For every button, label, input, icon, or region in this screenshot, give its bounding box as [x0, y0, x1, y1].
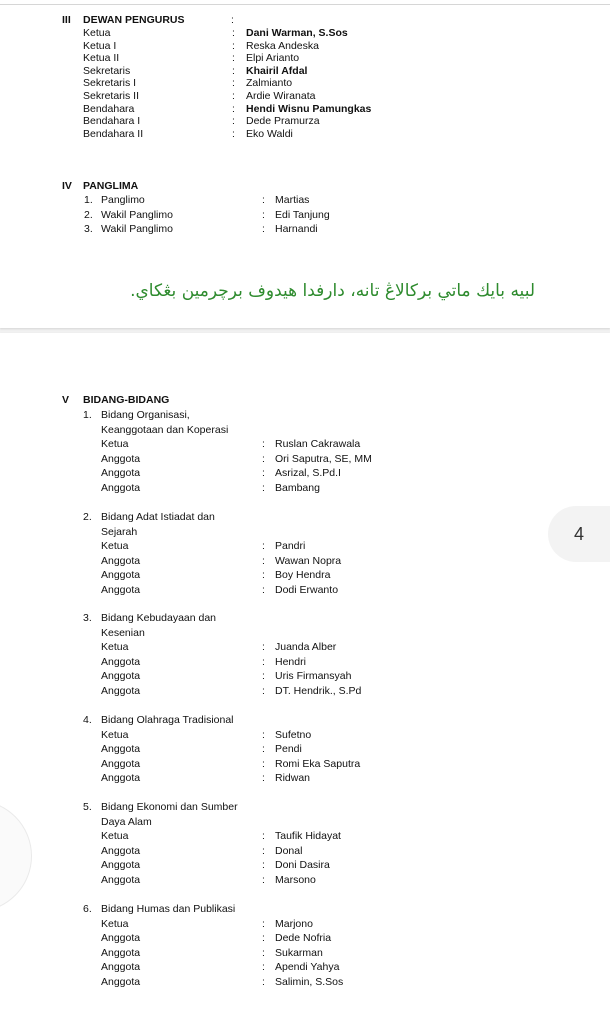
- list-number: 3.: [84, 223, 93, 235]
- list-number: 2.: [84, 209, 93, 221]
- role-label: Wakil Panglimo: [101, 209, 173, 221]
- section-title: DEWAN PENGURUS: [83, 14, 185, 26]
- separator-colon: :: [262, 947, 265, 959]
- role-label: Anggota: [101, 772, 141, 784]
- separator-colon: :: [262, 845, 265, 857]
- member-name: Ori Saputra, SE, MM: [275, 453, 372, 465]
- member-name: Hendri: [275, 656, 306, 668]
- separator-colon: :: [232, 77, 235, 89]
- list-number: 2.: [83, 511, 92, 523]
- member-name: Marjono: [275, 918, 313, 930]
- role-label: Anggota: [101, 482, 141, 494]
- member-name: Ardie Wiranata: [246, 90, 316, 102]
- role-label: Bendahara: [83, 103, 135, 115]
- member-name: Romi Eka Saputra: [275, 758, 361, 770]
- separator-colon: :: [232, 103, 235, 115]
- member-name: Pendi: [275, 743, 302, 755]
- separator-colon: :: [262, 656, 265, 668]
- separator-colon: :: [232, 90, 235, 102]
- role-label: Anggota: [101, 976, 141, 988]
- role-label: Wakil Panglimo: [101, 223, 173, 235]
- document-page-2: [0, 333, 610, 1024]
- separator-colon: :: [262, 453, 265, 465]
- separator-colon: :: [262, 482, 265, 494]
- separator-colon: :: [262, 758, 265, 770]
- role-label: Anggota: [101, 584, 141, 596]
- bidang-title: Kesenian: [101, 627, 145, 639]
- separator-colon: :: [232, 128, 235, 140]
- member-name: Ruslan Cakrawala: [275, 438, 361, 450]
- role-label: Anggota: [101, 656, 141, 668]
- list-number: 1.: [84, 194, 93, 206]
- separator-colon: :: [262, 555, 265, 567]
- bidang-title: Bidang Organisasi,: [101, 409, 190, 421]
- bidang-title: Bidang Humas dan Publikasi: [101, 903, 236, 915]
- role-label: Anggota: [101, 845, 141, 857]
- role-label: Anggota: [101, 932, 141, 944]
- separator-colon: :: [262, 569, 265, 581]
- role-label: Anggota: [101, 555, 141, 567]
- role-label: Ketua: [101, 729, 129, 741]
- role-label: Anggota: [101, 685, 141, 697]
- member-name: Donal: [275, 845, 303, 857]
- separator-colon: :: [262, 961, 265, 973]
- member-name: Apendi Yahya: [275, 961, 340, 973]
- role-label: Anggota: [101, 947, 141, 959]
- role-label: Sekretaris II: [83, 90, 140, 102]
- member-name: Wawan Nopra: [275, 555, 342, 567]
- member-name: Eko Waldi: [246, 128, 293, 140]
- role-label: Ketua: [101, 830, 129, 842]
- member-name: Juanda Alber: [275, 641, 337, 653]
- member-name: Edi Tanjung: [275, 209, 330, 221]
- member-name: Taufik Hidayat: [275, 830, 341, 842]
- bidang-title: Bidang Olahraga Tradisional: [101, 714, 234, 726]
- member-name: DT. Hendrik., S.Pd: [275, 685, 362, 697]
- role-label: Anggota: [101, 467, 141, 479]
- bidang-title: Bidang Kebudayaan dan: [101, 612, 217, 624]
- section-title: BIDANG-BIDANG: [83, 394, 170, 406]
- separator-colon: :: [262, 584, 265, 596]
- section-number: V: [62, 394, 70, 406]
- page-number-badge[interactable]: 4: [548, 506, 610, 562]
- role-label: Anggota: [101, 874, 141, 886]
- member-name: Harnandi: [275, 223, 318, 235]
- member-name: Marsono: [275, 874, 316, 886]
- role-label: Ketua I: [83, 40, 117, 52]
- role-label: Bendahara I: [83, 115, 141, 127]
- member-name: Sukarman: [275, 947, 323, 959]
- bidang-title: Daya Alam: [101, 816, 152, 828]
- member-name: Dodi Erwanto: [275, 584, 339, 596]
- separator-colon: :: [262, 438, 265, 450]
- separator-colon: :: [262, 976, 265, 988]
- member-name: Martias: [275, 194, 310, 206]
- separator-colon: :: [262, 932, 265, 944]
- section-title: PANGLIMA: [83, 180, 139, 192]
- bidang-title: Sejarah: [101, 526, 138, 538]
- member-name: Hendi Wisnu Pamungkas: [246, 103, 372, 115]
- separator-colon: :: [232, 65, 235, 77]
- separator-colon: :: [262, 194, 265, 206]
- separator-colon: :: [262, 540, 265, 552]
- separator-colon: :: [232, 115, 235, 127]
- member-name: Uris Firmansyah: [275, 670, 352, 682]
- separator-colon: :: [262, 685, 265, 697]
- page-top-edge: [0, 4, 610, 5]
- list-number: 1.: [83, 409, 92, 421]
- member-name: Ridwan: [275, 772, 311, 784]
- list-number: 4.: [83, 714, 92, 726]
- member-name: Doni Dasira: [275, 859, 330, 871]
- role-label: Sekretaris: [83, 65, 131, 77]
- arabic-proverb: لبيه بايك ماتي برکالاڠ تانه، دارفدا هيدوف برچرمين بڠکاي.: [130, 281, 535, 301]
- role-label: Ketua II: [83, 52, 120, 64]
- member-name: Asrizal, S.Pd.I: [275, 467, 341, 479]
- separator-colon: :: [231, 14, 234, 26]
- list-number: 3.: [83, 612, 92, 624]
- separator-colon: :: [232, 52, 235, 64]
- member-name: Boy Hendra: [275, 569, 331, 581]
- separator-colon: :: [262, 918, 265, 930]
- bidang-title: Bidang Ekonomi dan Sumber: [101, 801, 238, 813]
- separator-colon: :: [262, 223, 265, 235]
- member-name: Pandri: [275, 540, 306, 552]
- role-label: Ketua: [101, 918, 129, 930]
- role-label: Panglimo: [101, 194, 145, 206]
- member-name: Dede Pramurza: [246, 115, 320, 127]
- separator-colon: :: [232, 40, 235, 52]
- separator-colon: :: [262, 772, 265, 784]
- member-name: Dani Warman, S.Sos: [246, 27, 348, 39]
- separator-colon: :: [262, 859, 265, 871]
- bidang-title: Bidang Adat Istiadat dan: [101, 511, 215, 523]
- separator-colon: :: [262, 209, 265, 221]
- separator-colon: :: [262, 830, 265, 842]
- member-name: Sufetno: [275, 729, 312, 741]
- separator-colon: :: [232, 27, 235, 39]
- role-label: Ketua: [101, 641, 129, 653]
- role-label: Ketua: [83, 27, 111, 39]
- separator-colon: :: [262, 467, 265, 479]
- member-name: Elpi Arianto: [246, 52, 300, 64]
- member-name: Khairil Afdal: [246, 65, 308, 77]
- member-name: Salimin, S.Sos: [275, 976, 344, 988]
- role-label: Ketua: [101, 438, 129, 450]
- list-number: 6.: [83, 903, 92, 915]
- bidang-title: Keanggotaan dan Koperasi: [101, 424, 229, 436]
- role-label: Anggota: [101, 453, 141, 465]
- separator-colon: :: [262, 729, 265, 741]
- section-number: IV: [62, 180, 72, 192]
- separator-colon: :: [262, 641, 265, 653]
- section-number: III: [62, 14, 71, 26]
- role-label: Anggota: [101, 569, 141, 581]
- role-label: Bendahara II: [83, 128, 144, 140]
- separator-colon: :: [262, 670, 265, 682]
- member-name: Dede Nofria: [275, 932, 332, 944]
- role-label: Sekretaris I: [83, 77, 137, 89]
- role-label: Anggota: [101, 670, 141, 682]
- separator-colon: :: [262, 874, 265, 886]
- role-label: Anggota: [101, 743, 141, 755]
- role-label: Anggota: [101, 961, 141, 973]
- member-name: Zalmianto: [246, 77, 293, 89]
- role-label: Anggota: [101, 859, 141, 871]
- member-name: Bambang: [275, 482, 320, 494]
- member-name: Reska Andeska: [246, 40, 319, 52]
- role-label: Anggota: [101, 758, 141, 770]
- list-number: 5.: [83, 801, 92, 813]
- separator-colon: :: [262, 743, 265, 755]
- role-label: Ketua: [101, 540, 129, 552]
- document-page-1: [0, 0, 610, 328]
